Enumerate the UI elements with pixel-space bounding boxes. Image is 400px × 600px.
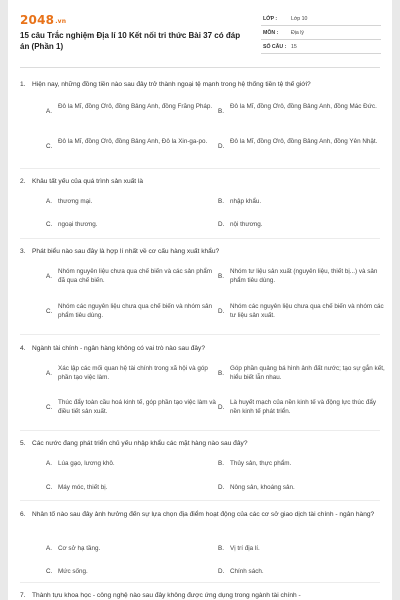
question-number: 3. — [20, 248, 26, 255]
logo-main: 2048 — [20, 13, 55, 27]
option-d[interactable] — [218, 483, 388, 492]
question-number: 5. — [20, 440, 26, 447]
option-a[interactable] — [46, 459, 216, 468]
option-text: Nông sản, khoáng sản. — [230, 484, 295, 491]
option-text: Là huyết mạch của nền kinh tế và động lực thúc đẩy nền kinh tế phát triển. — [230, 399, 376, 416]
option-text: Thúc đẩy toàn cầu hoá kinh tế, góp phần tạo việc làm và điều tiết sản xuất. — [58, 399, 216, 416]
option-letter: B. — [218, 369, 224, 377]
option-letter: C. — [46, 568, 53, 575]
option-a[interactable] — [46, 267, 216, 286]
question-stem — [20, 177, 380, 187]
option-d[interactable] — [218, 137, 388, 150]
info-label: MÔN : — [263, 30, 279, 36]
option-c[interactable] — [46, 483, 216, 492]
option-a[interactable] — [46, 197, 216, 206]
question-text: Ngành tài chính - ngân hàng không có vai trò nào sau đây? — [32, 345, 206, 352]
option-letter: B. — [218, 107, 224, 115]
question-4 — [20, 344, 385, 416]
option-letter: A. — [46, 272, 52, 280]
question-stem — [20, 344, 380, 354]
option-b[interactable] — [218, 197, 388, 206]
option-letter: A. — [46, 460, 52, 467]
option-letter: B. — [218, 272, 224, 280]
option-text: nhập khẩu. — [230, 198, 262, 205]
option-a[interactable] — [46, 544, 216, 553]
option-c[interactable] — [46, 137, 216, 150]
question-6 — [20, 510, 380, 575]
info-label: SỐ CÂU : — [263, 44, 287, 50]
option-b[interactable] — [218, 102, 388, 115]
option-d[interactable] — [218, 398, 388, 417]
option-text: Thủy sản, thực phẩm. — [230, 460, 292, 467]
option-letter: C. — [46, 221, 53, 228]
question-text: Nhân tố nào sau đây ảnh hưởng đến sự lựa chọn địa điểm hoạt động của các cơ sở giao dịch tài chính - ngân hàng? — [32, 511, 375, 518]
info-value: 15 — [291, 44, 297, 50]
question-3 — [20, 247, 384, 320]
question-text: Thành tựu khoa học - công nghệ nào sau đây không được ứng dụng trong ngành tài chính - — [32, 592, 301, 599]
option-letter: A. — [46, 545, 52, 552]
option-text: Nhóm nguyên liệu chưa qua chế biến và các sản phẩm đã qua chế biến. — [58, 268, 213, 285]
option-c[interactable] — [46, 220, 216, 229]
question-separator — [20, 168, 380, 169]
question-separator — [20, 430, 380, 431]
option-text: Nhóm các nguyên liệu chưa qua chế biến và nhóm các tư liệu sản xuất. — [230, 303, 384, 320]
info-value: Lớp 10 — [291, 16, 308, 22]
option-text: Đô la Mĩ, đồng Ơrô, đồng Bảng Anh, Đô la Xin-ga-po. — [58, 138, 208, 145]
question-stem — [20, 247, 380, 257]
question-stem — [20, 439, 380, 449]
document-info-table — [261, 12, 381, 54]
question-number: 1. — [20, 81, 26, 88]
question-text: Các nước đang phát triển chủ yếu nhập khẩu các mặt hàng nào sau đây? — [32, 440, 248, 447]
option-a[interactable] — [46, 102, 216, 115]
option-letter: B. — [218, 198, 224, 205]
option-text: Đô la Mĩ, đồng Ơrô, đồng Bảng Anh, đồng Frăng Pháp. — [58, 103, 213, 110]
option-c[interactable] — [46, 398, 216, 417]
question-2 — [20, 177, 380, 228]
header-divider — [20, 67, 380, 68]
option-letter: C. — [46, 484, 53, 491]
option-text: Nhóm các nguyên liệu chưa qua chế biến và nhóm sản phẩm tiêu dùng. — [58, 303, 213, 320]
question-separator — [20, 238, 380, 239]
option-b[interactable] — [218, 267, 388, 286]
option-text: Xác lập các mối quan hệ tài chính trong xã hội và góp phần tạo việc làm. — [58, 365, 208, 382]
info-row-grade — [261, 12, 381, 26]
question-stem — [20, 80, 380, 90]
question-5 — [20, 439, 380, 491]
option-text: ngoại thương. — [58, 221, 98, 228]
option-d[interactable] — [218, 302, 388, 321]
option-letter: B. — [218, 460, 224, 467]
option-letter: D. — [218, 568, 225, 575]
question-7 — [20, 591, 380, 600]
question-separator — [20, 334, 380, 335]
option-text: Vị trí địa lí. — [230, 545, 260, 552]
option-letter: C. — [46, 403, 53, 411]
option-text: Cơ sở hạ tầng. — [58, 545, 101, 552]
question-separator — [20, 582, 380, 583]
option-text: Mức sống. — [58, 568, 88, 575]
option-d[interactable] — [218, 567, 388, 576]
question-text: Phát biểu nào sau đây là hợp lí nhất về cơ cấu hàng xuất khẩu? — [32, 248, 220, 255]
info-value: Địa lý — [291, 30, 304, 36]
question-stem — [20, 510, 380, 520]
question-number: 7. — [20, 592, 26, 599]
option-letter: D. — [218, 403, 225, 411]
option-b[interactable] — [218, 544, 388, 553]
option-text: Góp phần quảng bá hình ảnh đất nước; tạo sự gắn kết, hiểu biết lẫn nhau. — [230, 365, 385, 382]
option-b[interactable] — [218, 364, 388, 383]
option-text: Đô la Mĩ, đồng Ơrô, đồng Bảng Anh, đồng Mác Đức. — [230, 103, 377, 110]
option-c[interactable] — [46, 302, 216, 321]
option-text: Chính sách. — [230, 568, 264, 575]
document-header — [8, 0, 392, 64]
option-letter: B. — [218, 545, 224, 552]
info-label: LỚP : — [263, 16, 278, 22]
option-letter: C. — [46, 142, 53, 150]
question-separator — [20, 500, 380, 501]
option-text: Lúa gạo, lương khô. — [58, 460, 115, 467]
document-page — [8, 0, 392, 600]
option-text: Máy móc, thiết bị. — [58, 484, 108, 491]
question-text: Khâu tất yếu của quá trình sản xuất là — [32, 178, 144, 185]
option-text: thương mại. — [58, 198, 93, 205]
info-row-subject — [261, 26, 381, 40]
option-b[interactable] — [218, 459, 388, 468]
option-letter: C. — [46, 307, 53, 315]
option-text: Đô la Mĩ, đồng Ơrô, đồng Bảng Anh, đồng Yên Nhật. — [230, 138, 378, 145]
option-letter: D. — [218, 307, 225, 315]
question-number: 6. — [20, 511, 26, 518]
option-letter: D. — [218, 221, 225, 228]
option-letter: A. — [46, 107, 52, 115]
option-c[interactable] — [46, 567, 216, 576]
question-text: Hiện nay, những đồng tiền nào sau đây trở thành ngoại tệ mạnh trong hệ thống tiền tệ thế giới? — [32, 81, 311, 88]
question-number: 4. — [20, 345, 26, 352]
site-logo[interactable] — [20, 13, 66, 27]
option-d[interactable] — [218, 220, 388, 229]
option-letter: D. — [218, 142, 225, 150]
question-number: 2. — [20, 178, 26, 185]
document-title: 15 câu Trắc nghiệm Địa lí 10 Kết nối tri thức Bài 37 có đáp án (Phần 1) — [20, 31, 241, 51]
logo-suffix: .vn — [55, 18, 67, 25]
option-text: nội thương. — [230, 221, 263, 228]
option-a[interactable] — [46, 364, 216, 383]
option-letter: A. — [46, 369, 52, 377]
question-stem — [20, 591, 380, 600]
option-text: Nhóm tư liệu sản xuất (nguyên liệu, thiết bị...) và sản phẩm tiêu dùng. — [230, 268, 378, 285]
info-row-count — [261, 40, 381, 54]
option-letter: D. — [218, 484, 225, 491]
option-letter: A. — [46, 198, 52, 205]
question-1 — [20, 80, 380, 150]
